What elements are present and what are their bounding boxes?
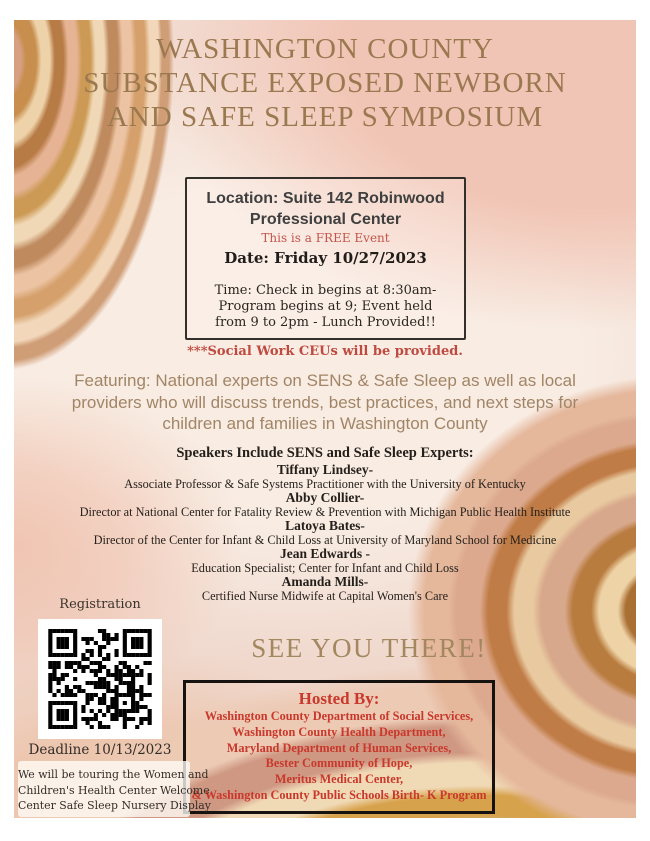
- see-you-there-text: SEE YOU THERE!: [251, 633, 487, 663]
- tour-note-line-1: We will be touring the Women and: [18, 768, 209, 781]
- speaker-role: Associate Professor & Safe Systems Practitioner with the University of Kentucky: [124, 477, 526, 491]
- flyer-title: [14, 32, 636, 134]
- featuring-line-2: providers who will discuss trends, best practices, and next steps for: [71, 392, 579, 412]
- time-line-2: Program begins at 9; Event held: [218, 299, 433, 314]
- event-info-box: [185, 177, 466, 340]
- title-line-3: AND SAFE SLEEP SYMPOSIUM: [106, 101, 544, 133]
- speaker-name: Tiffany Lindsey-: [276, 462, 374, 477]
- speaker-name: Latoya Bates-: [285, 518, 365, 533]
- hosted-org: Washington County Department of Social Services,: [204, 709, 474, 723]
- flyer-background: [14, 20, 636, 818]
- tour-note-box: [18, 761, 211, 817]
- hosted-by-heading: Hosted By:: [298, 689, 380, 708]
- time-line-3: from 9 to 2pm - Lunch Provided!!: [215, 315, 436, 330]
- hosted-org: Washington County Health Department,: [232, 724, 446, 739]
- ceu-note: ***Social Work CEUs will be provided.: [187, 344, 463, 359]
- registration-label: Registration: [59, 597, 141, 612]
- hosted-org: Bester Community of Hope,: [265, 756, 413, 771]
- tour-note-line-3: Center Safe Sleep Nursery Display: [18, 799, 211, 813]
- featuring-line-1: Featuring: National experts on SENS & Safe Sleep as well as local: [74, 371, 576, 390]
- featuring-line-3: children and families in Washington County: [162, 414, 488, 433]
- qr-code: [38, 619, 162, 739]
- speaker-name: Jean Edwards -: [279, 546, 370, 561]
- speakers-heading: Speakers Include SENS and Safe Sleep Experts:: [176, 445, 474, 461]
- registration-deadline: Deadline 10/13/2023: [28, 742, 172, 758]
- hosted-org: Meritus Medical Center,: [274, 772, 404, 787]
- speakers-section: [14, 445, 636, 603]
- free-event-note: This is a FREE Event: [261, 231, 390, 245]
- location-line-1: Location: Suite 142 Robinwood: [206, 190, 445, 207]
- location-line-2: Professional Center: [249, 211, 402, 228]
- title-line-2: SUBSTANCE EXPOSED NEWBORN: [83, 67, 567, 99]
- speaker-role: Director at National Center for Fatality Review & Prevention with Michigan Public Health Institute: [79, 505, 571, 519]
- event-date: Date: Friday 10/27/2023: [224, 249, 427, 267]
- speaker-role: Education Specialist; Center for Infant and Child Loss: [191, 561, 459, 575]
- speaker-name: Amanda Mills-: [281, 574, 369, 589]
- tour-note-line-2: Children's Health Center Welcome: [18, 783, 210, 797]
- speaker-role: Certified Nurse Midwife at Capital Women's Care: [201, 589, 449, 603]
- speaker-role: Director of the Center for Infant & Child Loss at University of Maryland School for Medicine: [93, 533, 557, 547]
- event-time: [187, 283, 464, 331]
- time-line-1: Time: Check in begins at 8:30am-: [214, 283, 437, 298]
- hosted-org: & Washington County Public Schools Birth- K Program: [191, 787, 487, 802]
- featuring-paragraph: [22, 370, 628, 435]
- hosted-by-box: [183, 680, 495, 814]
- title-line-1: WASHINGTON COUNTY: [156, 33, 494, 65]
- speaker-name: Abby Collier-: [285, 490, 365, 505]
- hosted-org: Maryland Department of Human Services,: [226, 740, 452, 755]
